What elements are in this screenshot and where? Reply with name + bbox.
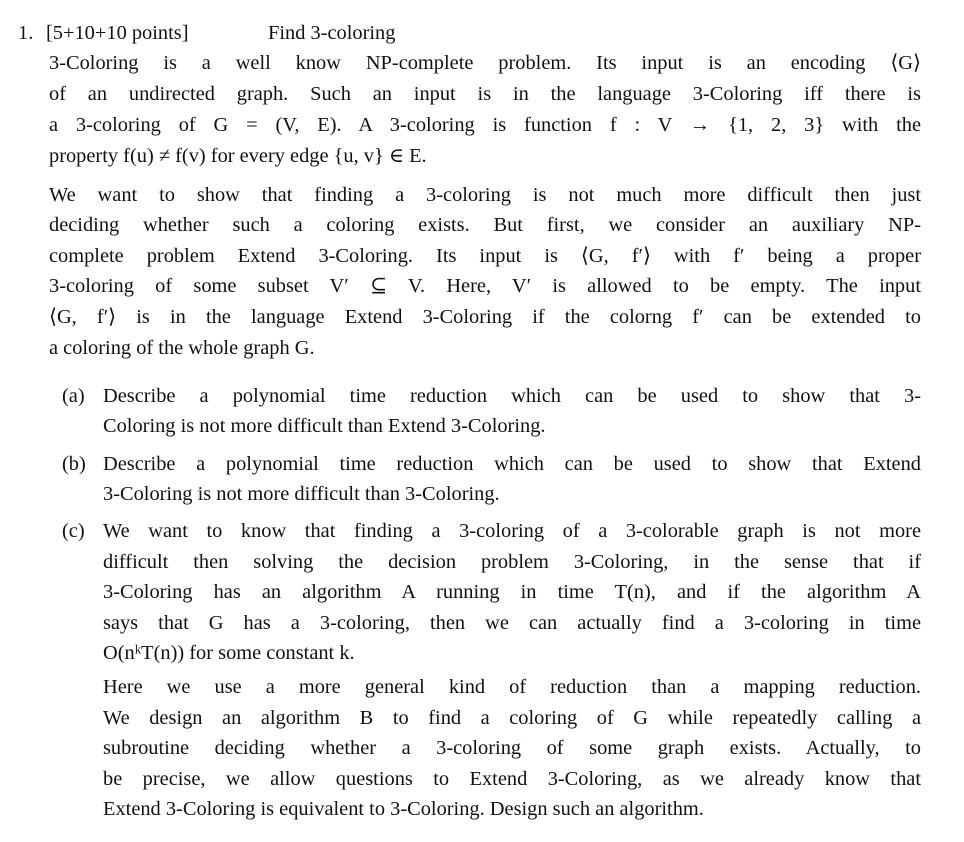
intro-line: of an undirected graph. Such an input is in the language 3-Coloring iff there is [49,83,921,105]
part-a-line: Describe a polynomial time reduction which can be used to show that 3- [103,385,921,407]
intro-line: property f(u) ≠ f(v) for every edge {u, v} ∈ E. [49,145,427,167]
part-b-label: (b) [62,453,86,475]
part-c-label: (c) [62,520,85,542]
problem-number: 1. [18,22,34,44]
problem-points: [5+10+10 points] [46,22,189,44]
motivation-line: We want to show that finding a 3-coloring is not much more difficult then just [49,184,921,206]
motivation-line: complete problem Extend 3-Coloring. Its input is ⟨G, f′⟩ with f′ being a proper [49,245,921,267]
part-a-line: Coloring is not more difficult than Extend 3-Coloring. [103,415,546,437]
part-b-line: 3-Coloring is not more difficult than 3-Coloring. [103,483,500,505]
part-c-line: O(nᵏT(n)) for some constant k. [103,642,355,664]
motivation-line: ⟨G, f′⟩ is in the language Extend 3-Coloring if the colorng f′ can be extended to [49,306,921,328]
part-c-extra-line: Extend 3-Coloring is equivalent to 3-Coloring. Design such an algorithm. [103,798,704,820]
motivation-line: deciding whether such a coloring exists. But first, we consider an auxiliary NP- [49,214,921,236]
motivation-line: a coloring of the whole graph G. [49,337,315,359]
part-c-extra-line: Here we use a more general kind of reduction than a mapping reduction. [103,676,921,698]
part-c-extra-line: We design an algorithm B to find a coloring of G while repeatedly calling a [103,707,921,729]
intro-line: 3-Coloring is a well know NP-complete problem. Its input is an encoding ⟨G⟩ [49,52,921,74]
part-c-line: difficult then solving the decision problem 3-Coloring, in the sense that if [103,551,921,573]
part-c-line: 3-Coloring has an algorithm A running in time T(n), and if the algorithm A [103,581,921,603]
intro-line: a 3-coloring of G = (V, E). A 3-coloring is function f : V → {1, 2, 3} with the [49,114,921,136]
part-c-extra-line: be precise, we allow questions to Extend 3-Coloring, as we already know that [103,768,921,790]
part-c-line: says that G has a 3-coloring, then we can actually find a 3-coloring in time [103,612,921,634]
motivation-line: 3-coloring of some subset V′ ⊆ V. Here, V′ is allowed to be empty. The input [49,275,921,297]
problem-title: Find 3-coloring [268,22,396,44]
part-a-label: (a) [62,385,85,407]
part-c-line: We want to know that finding a 3-coloring of a 3-colorable graph is not more [103,520,921,542]
part-c-extra-line: subroutine deciding whether a 3-coloring of some graph exists. Actually, to [103,737,921,759]
part-b-line: Describe a polynomial time reduction which can be used to show that Extend [103,453,921,475]
